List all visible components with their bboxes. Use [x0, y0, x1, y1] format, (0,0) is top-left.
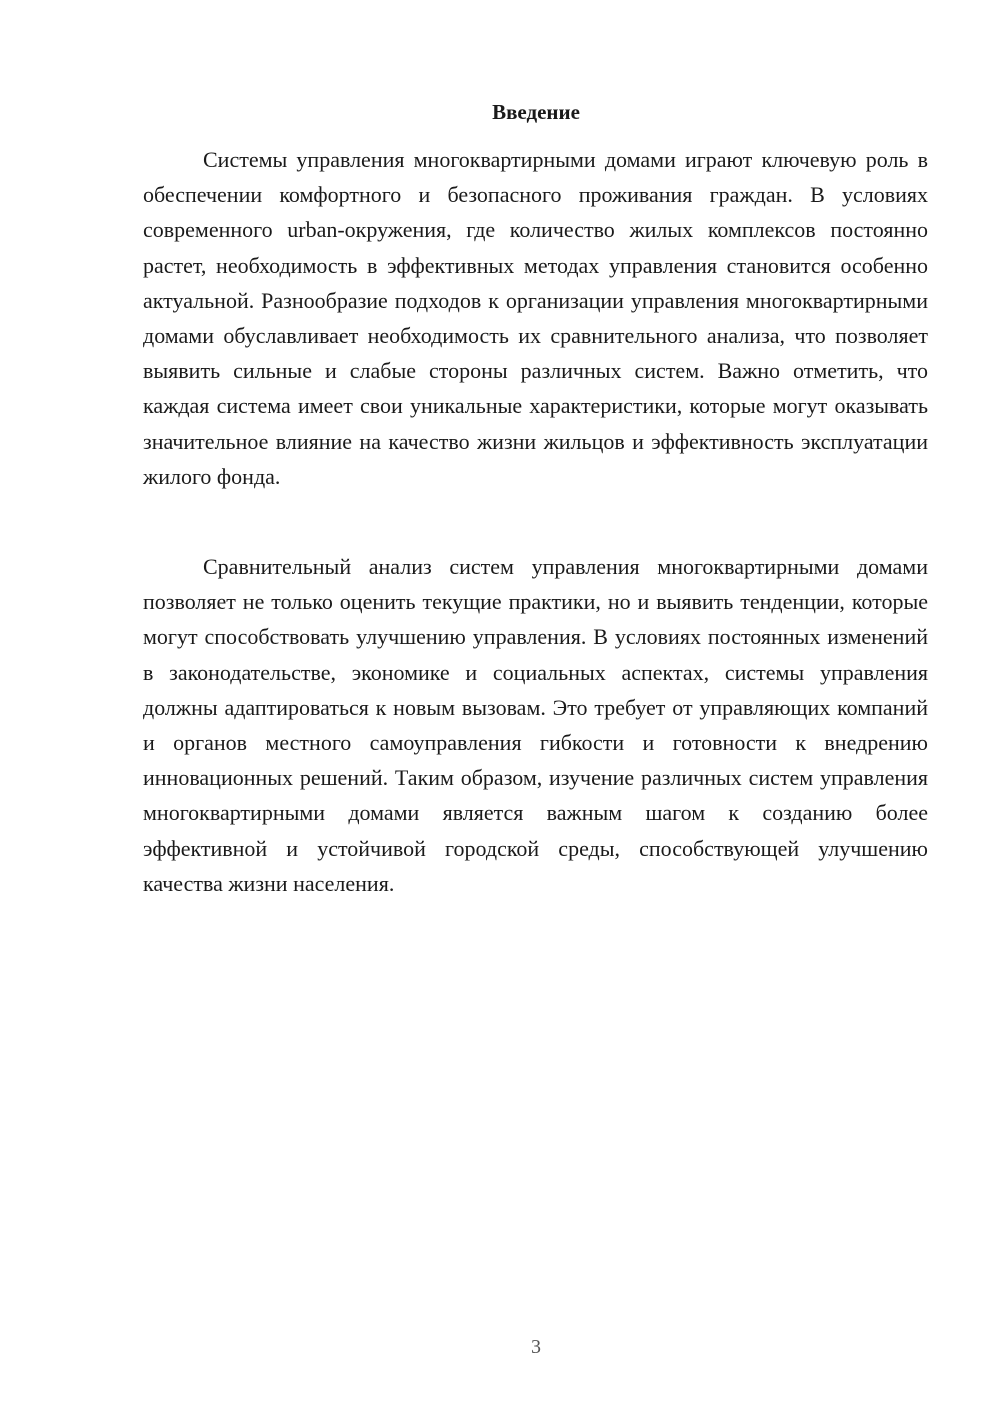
paragraph-1-container — [143, 142, 928, 494]
paragraph-2: Сравнительный анализ систем управления многоквартирными домами позволяет не только оценить текущие практики, но и выявить тенденции, которые могут способствовать улучшению управления. В условиях постоянных изменений в законодательстве, экономике и социальных аспектах, системы управления должны адаптироваться к новым вызовам. Это требует от управляющих компаний и органов местного самоуправления гибкости и готовности к внедрению инновационных решений. Таким образом, изучение различных систем управления многоквартирными домами является важным шагом к созданию более эффективной и устойчивой городской среды, способствующей улучшению качества жизни населения. — [143, 554, 928, 896]
section-heading: Введение — [492, 100, 580, 124]
page-number: 3 — [531, 1336, 541, 1358]
paragraph-1: Системы управления многоквартирными домами играют ключевую роль в обеспечении комфортного и безопасного проживания граждан. В условиях современного urban-окружения, где количество жилых комплексов постоянно растет, необходимость в эффективных методах управления становится особенно актуальной. Разнообразие подходов к организации управления многоквартирными домами обуславливает необходимость их сравнительного анализа, что позволяет выявить сильные и слабые стороны различных систем. Важно отметить, что каждая система имеет свои уникальные характеристики, которые могут оказывать значительное влияние на качество жизни жильцов и эффективность эксплуатации жилого фонда. — [143, 147, 928, 489]
paragraph-2-container — [143, 549, 928, 901]
